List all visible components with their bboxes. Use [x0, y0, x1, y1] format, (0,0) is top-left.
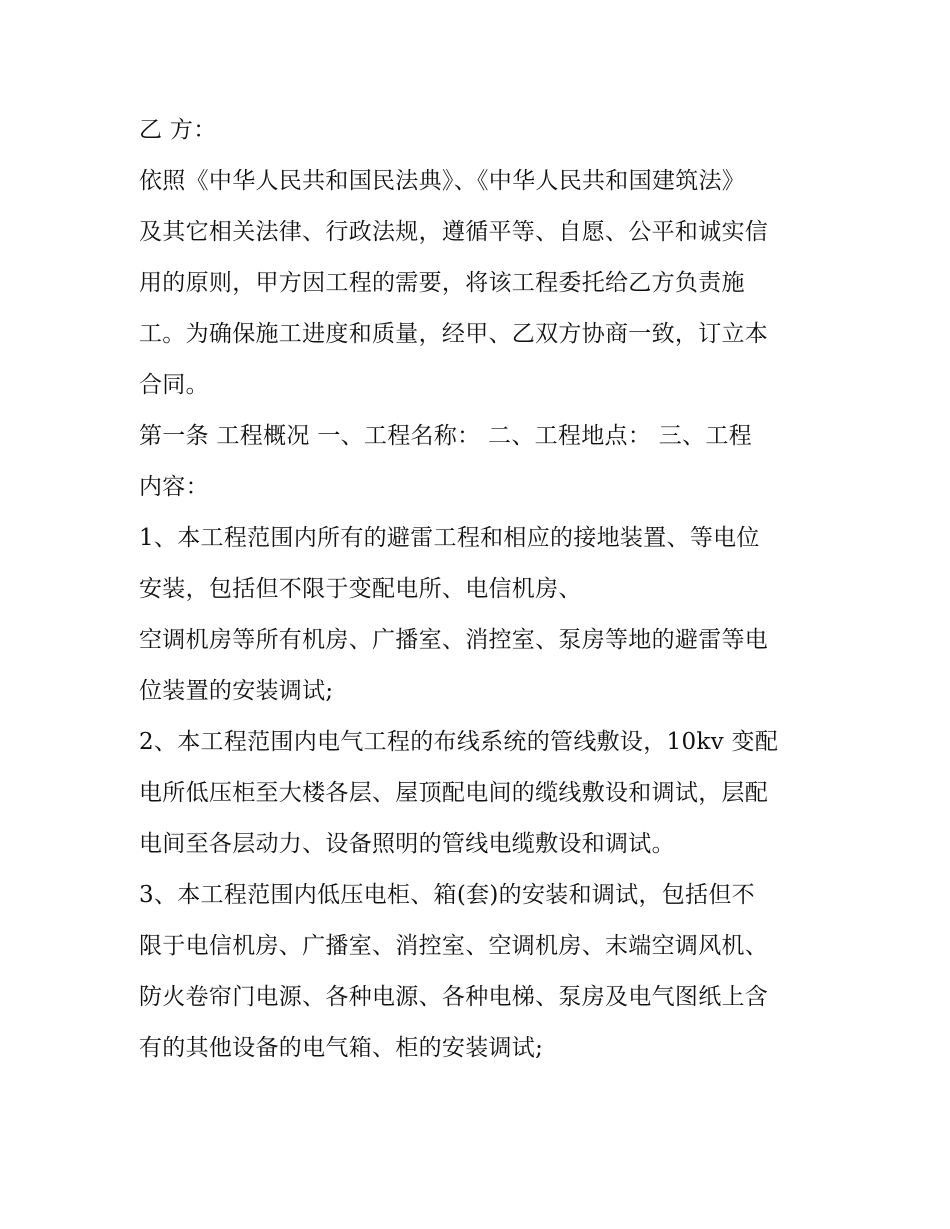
text-line: 位装置的安装调试;	[139, 678, 334, 704]
text-line: 空调机房等所有机房、广播室、消控室、泵房等地的避雷等电	[139, 627, 769, 653]
text-line: 第一条 工程概况 一、工程名称： 二、工程地点： 三、工程	[139, 423, 752, 449]
text-line: 乙 方：	[139, 117, 217, 143]
text-line: 电间至各层动力、设备照明的管线电缆敷设和调试。	[139, 831, 675, 857]
text-line: 工。为确保施工进度和质量，经甲、乙双方协商一致，订立本	[139, 321, 769, 347]
text-line: 1、本工程范围内所有的避雷工程和相应的接地装置、等电位	[139, 525, 760, 551]
text-line: 合同。	[139, 372, 209, 398]
text-line: 用的原则，甲方因工程的需要，将该工程委托给乙方负责施	[139, 270, 745, 296]
text-line: 电所低压柜至大楼各层、屋顶配电间的缆线敷设和调试，层配	[139, 780, 769, 806]
text-line: 及其它相关法律、行政法规，遵循平等、自愿、公平和诚实信	[139, 219, 769, 245]
text-line: 内容：	[139, 474, 209, 500]
text-line: 安装，包括但不限于变配电所、电信机房、	[139, 576, 582, 602]
text-line: 有的其他设备的电气箱、柜的安装调试;	[139, 1035, 544, 1061]
text-line: 限于电信机房、广播室、消控室、空调机房、末端空调风机、	[139, 933, 769, 959]
text-line: 2、本工程范围内电气工程的布线系统的管线敷设，10kv 变配	[139, 729, 779, 755]
document-body	[139, 105, 819, 1074]
text-line: 防火卷帘门电源、各种电源、各种电梯、泵房及电气图纸上含	[139, 984, 769, 1010]
text-line: 3、本工程范围内低压电柜、箱(套)的安装和调试，包括但不	[139, 882, 755, 908]
text-line: 依照《中华人民共和国民法典》、《中华人民共和国建筑法》	[139, 168, 746, 194]
